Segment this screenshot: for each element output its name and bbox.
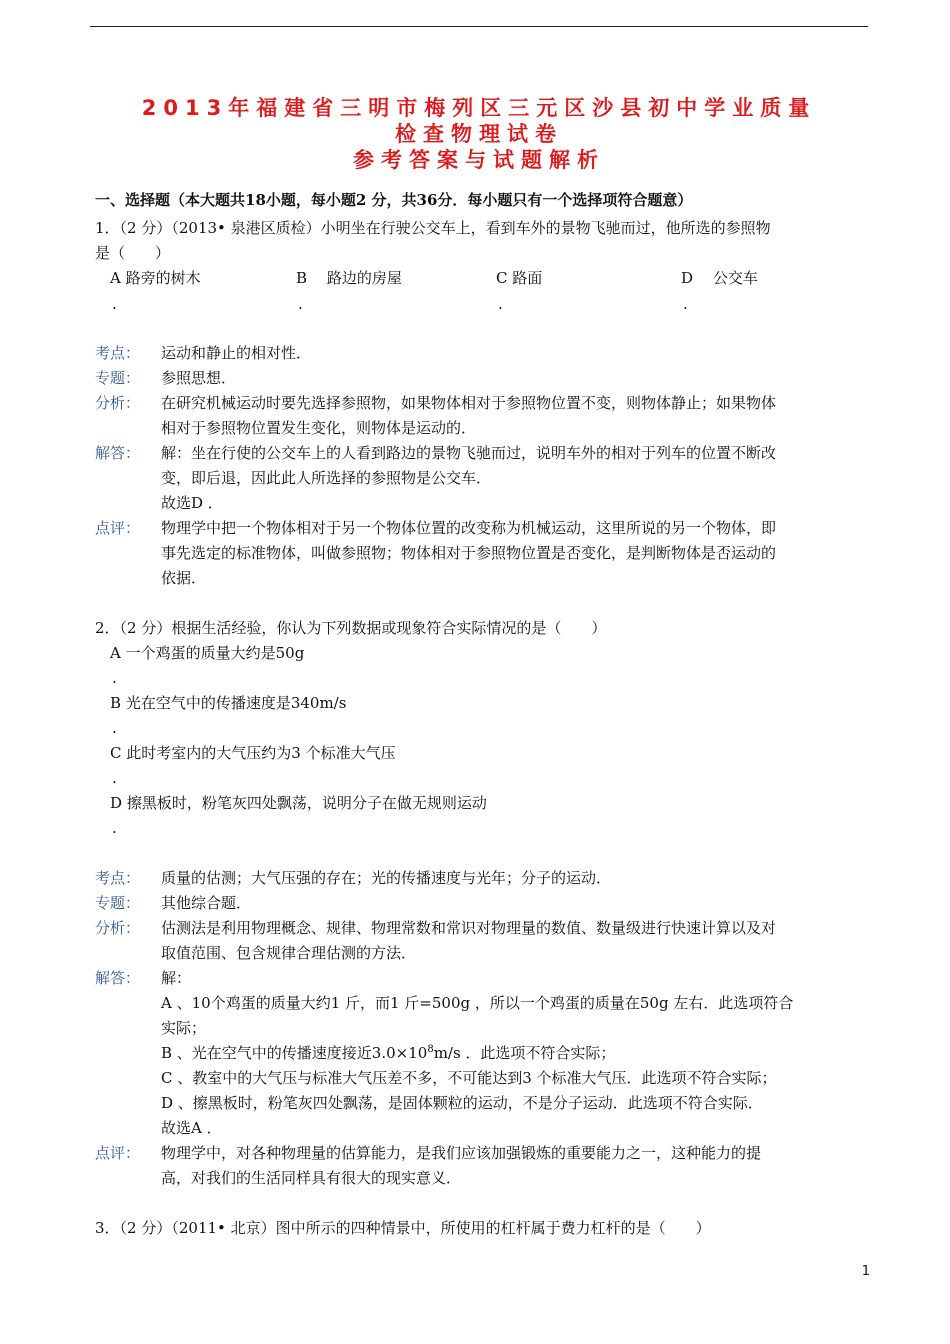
page-title-line3: 参考答案与试题解析: [353, 148, 605, 172]
q1-option-a-dot: .: [112, 295, 117, 313]
q1-jieda-line1: 解：坐在行使的公交车上的人看到路边的景物飞驰而过，说明车外的相对于列车的位置不断改: [161, 444, 777, 462]
q2-option-d-dot: .: [112, 819, 117, 837]
q2-jieda-c: C 、教室中的大气压与标准大气压差不多，不可能达到3 个标准大气压．此选项不符合实际；: [161, 1069, 777, 1087]
page-title-line1: 2013年福建省三明市梅列区三元区沙县初中学业质量: [141, 96, 817, 120]
q2-fenxi-label: 分析：: [95, 919, 141, 937]
q1-fenxi-line1: 在研究机械运动时要先选择参照物，如果物体相对于参照物位置不变，则物体静止；如果物体: [161, 394, 777, 412]
q1-stem-line1: 1．（2 分）（2013• 泉港区质检）小明坐在行驶公交车上，看到车外的景物飞驰而过，他所选的参照物: [95, 219, 771, 237]
q2-option-d: D 擦黑板时，粉笔灰四处飘荡，说明分子在做无规则运动: [110, 794, 487, 812]
q2-zhuanti-label: 专题：: [95, 894, 141, 912]
q2-jieda-d: D 、擦黑板时，粉笔灰四处飘荡，是固体颗粒的运动，不是分子运动．此选项不符合实际．: [161, 1094, 763, 1112]
q1-zhuanti: 参照思想．: [161, 369, 237, 387]
q1-jieda-line3: 故选D ．: [161, 494, 223, 512]
q1-dianping-line3: 依据．: [161, 569, 207, 587]
q1-option-d: D 公交车: [681, 269, 758, 287]
q2-option-a: A 一个鸡蛋的质量大约是50g: [110, 644, 305, 662]
q2-fenxi-line2: 取值范围、包含规律合理估测的方法．: [161, 944, 417, 962]
q2-jieda-label: 解答：: [95, 969, 141, 987]
q1-kaodian: 运动和静止的相对性．: [161, 344, 312, 362]
q2-fenxi-line1: 估测法是利用物理概念、规律、物理常数和常识对物理量的数值、数量级进行快速计算以及对: [161, 919, 777, 937]
q1-option-c: C 路面: [496, 269, 543, 287]
section-heading: 一、选择题（本大题共18小题，每小题2 分，共36分．每小题只有一个选择项符合题意）: [95, 191, 693, 209]
q2-option-c-dot: .: [112, 769, 117, 787]
q1-option-b-dot: .: [298, 295, 303, 313]
q1-jieda-line2: 变，即后退，因此此人所选择的参照物是公交车．: [161, 469, 492, 487]
q2-zhuanti: 其他综合题．: [161, 894, 252, 912]
q1-dianping-line2: 事先选定的标准物体，叫做参照物；物体相对于参照物位置是否变化，是判断物体是否运动的: [161, 544, 777, 562]
top-rule: [90, 26, 868, 27]
page-number: 1: [861, 1264, 870, 1279]
q2-kaodian-label: 考点：: [95, 869, 141, 887]
page-title-line2: 检查物理试卷: [395, 122, 563, 146]
q1-kaodian-label: 考点：: [95, 344, 141, 362]
q2-jieda-end: 故选A ．: [161, 1119, 222, 1137]
q1-dianping-line1: 物理学中把一个物体相对于另一个物体位置的改变称为机械运动，这里所说的另一个物体，即: [161, 519, 777, 537]
q2-stem: 2．（2 分）根据生活经验，你认为下列数据或现象符合实际情况的是（ ）: [95, 619, 607, 637]
q1-option-a: A 路旁的树木: [110, 269, 201, 287]
q1-fenxi-label: 分析：: [95, 394, 141, 412]
q1-zhuanti-label: 专题：: [95, 369, 141, 387]
q3-stem: 3．（2 分）（2011• 北京）图中所示的四种情景中，所使用的杠杆属于费力杠杆的是（ ）: [95, 1219, 711, 1237]
q2-jieda-a-line2: 实际；: [161, 1019, 207, 1037]
q2-option-b: B 光在空气中的传播速度是340m/s: [110, 694, 347, 712]
q2-dianping-line2: 高，对我们的生活同样具有很大的现实意义．: [161, 1169, 462, 1187]
q1-option-b: B 路边的房屋: [296, 269, 402, 287]
q2-option-a-dot: .: [112, 669, 117, 687]
q2-dianping-label: 点评：: [95, 1144, 141, 1162]
q2-kaodian: 质量的估测；大气压强的存在；光的传播速度与光年；分子的运动．: [161, 869, 612, 887]
q2-dianping-line1: 物理学中，对各种物理量的估算能力，是我们应该加强锻炼的重要能力之一，这种能力的提: [161, 1144, 762, 1162]
q1-stem-line2: 是（ ）: [95, 244, 171, 262]
q1-dianping-label: 点评：: [95, 519, 141, 537]
q2-option-b-dot: .: [112, 719, 117, 737]
q1-jieda-label: 解答：: [95, 444, 141, 462]
q2-jieda-b: B 、光在空气中的传播速度接近$3.0\times 10^8m/s$ ．此选项不符合实际；: [161, 1044, 616, 1062]
q2-jieda-intro: 解：: [161, 969, 192, 987]
q2-jieda-a-line1: A 、10个鸡蛋的质量大约1 斤，而1 斤=500g ，所以一个鸡蛋的质量在50g 左右．此选项符合: [161, 994, 794, 1012]
q1-fenxi-line2: 相对于参照物位置发生变化，则物体是运动的．: [161, 419, 477, 437]
q1-option-c-dot: .: [498, 295, 503, 313]
q1-option-d-dot: .: [683, 295, 688, 313]
q2-option-c: C 此时考室内的大气压约为3 个标准大气压: [110, 744, 396, 762]
